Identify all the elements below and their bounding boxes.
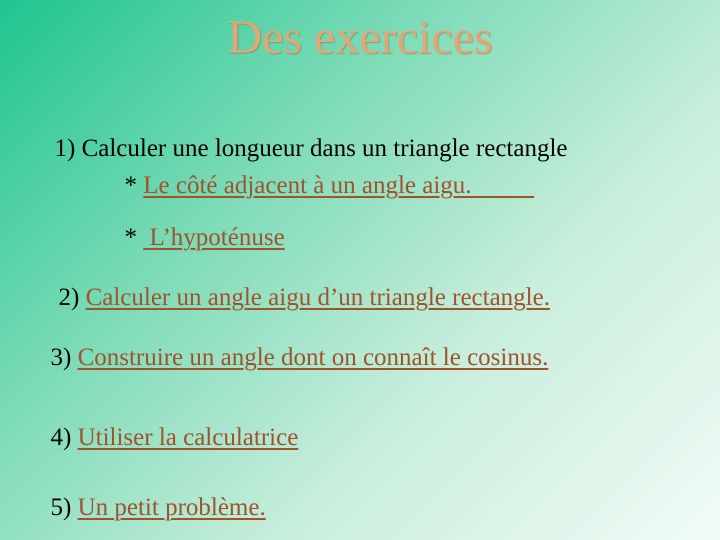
link-calculator[interactable]: Utiliser la calculatrice <box>77 424 299 451</box>
slide-title: Des exercices <box>227 11 493 64</box>
link-acute-angle[interactable]: Calculer un angle aigu d’un triangle rectangle. <box>85 284 550 311</box>
link-adjacent-side[interactable]: Le côté adjacent à un angle aigu. <box>143 172 535 199</box>
item-5[interactable] <box>38 466 266 522</box>
item-3[interactable] <box>38 316 548 372</box>
link-hypotenuse[interactable]: L’hypoténuse <box>143 224 285 251</box>
link-problem[interactable]: Un petit problème. <box>77 494 266 521</box>
item-1-text: Calculer une longueur dans un triangle rectangle <box>81 135 568 162</box>
item-4-number: 4) <box>50 424 78 451</box>
link-construct-angle[interactable]: Construire un angle dont on connaît le cosinus. <box>77 344 549 371</box>
item-3-number: 3) <box>50 344 78 371</box>
subitem-adjacent[interactable] <box>112 144 534 200</box>
item-4[interactable] <box>38 396 298 452</box>
subitem-adjacent-bullet: * <box>124 172 144 199</box>
item-2-number: 2) <box>58 284 86 311</box>
subitem-hypotenuse[interactable] <box>112 196 285 252</box>
subitem-hypotenuse-bullet: * <box>124 224 144 251</box>
item-1-number: 1) <box>54 135 82 162</box>
item-5-number: 5) <box>50 494 78 521</box>
item-2[interactable] <box>46 256 550 312</box>
